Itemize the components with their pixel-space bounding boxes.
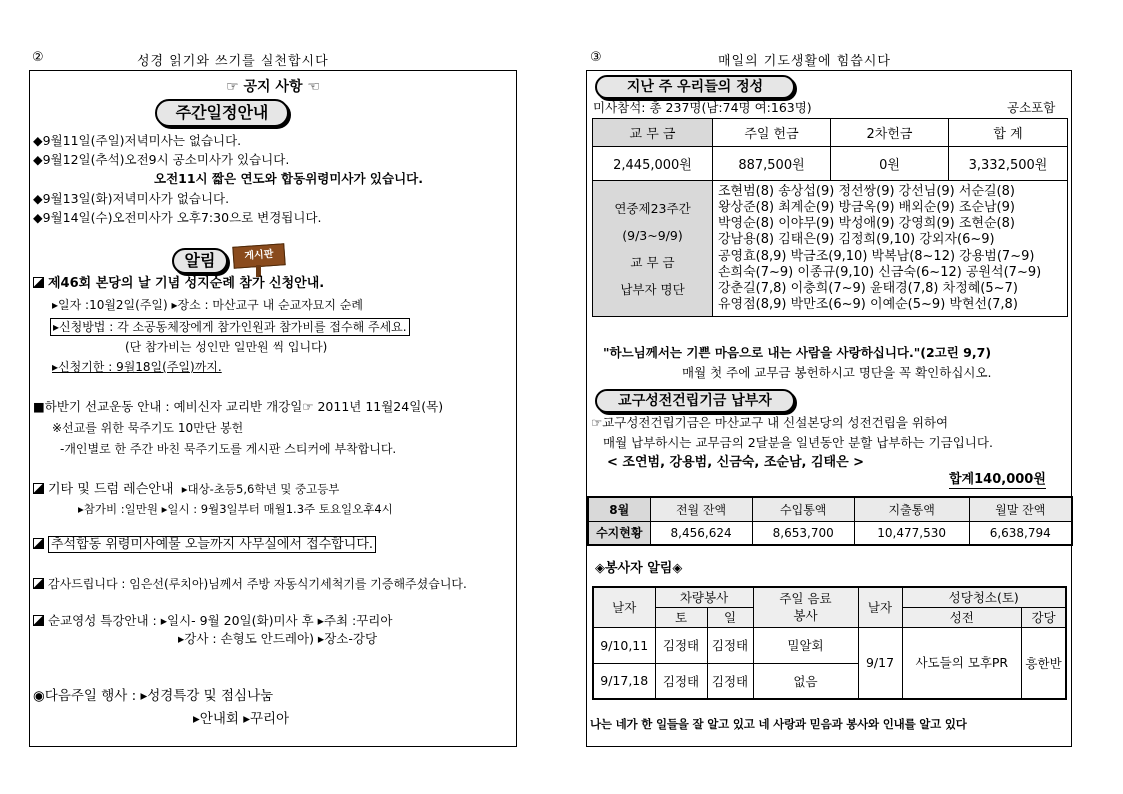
finance-value: 8,653,700 (752, 521, 854, 545)
fund-line2: 매월 납부하시는 교무금의 2달분을 일년동안 분할 납부하는 기금입니다. (603, 435, 993, 450)
attendance: 미사참석: 총 237명(남:74명 여:163명) (593, 100, 812, 115)
offering-title: 지난 주 우리들의 정성 (595, 75, 795, 99)
fund-total: 합계140,000원 (949, 472, 1046, 487)
martyr-title (33, 613, 392, 629)
attendance-note: 공소포함 (1007, 100, 1056, 115)
martyr-line1: 순교영성 특강안내 : ▸일시- 9월 20일(화)미사 후 ▸주최 :꾸리아 (48, 613, 393, 628)
vol-row-sun: 김정태 (707, 627, 753, 663)
finance-value: 10,477,530 (854, 521, 969, 545)
schedule-line: ◆9월12일(추석)오전9시 공소미사가 있습니다. (33, 152, 290, 167)
vol-header-date: 날자 (593, 587, 655, 627)
alim-title: 알림 (172, 248, 228, 274)
left-page-number: ② (32, 50, 44, 65)
drum-target: ▸대상-초등5,6학년 및 중고등부 (181, 482, 340, 496)
schedule-title: 주간일정안내 (155, 99, 289, 127)
vol-clean-hall: 흥한반 (1022, 627, 1066, 699)
offering-value: 887,500원 (713, 147, 831, 181)
finance-table (587, 496, 1073, 546)
left-panel (29, 70, 517, 747)
finance-value: 6,638,794 (969, 521, 1072, 545)
drum-line: ▸참가비 :일만원 ▸일시 : 9월3일부터 매월1.3주 토요일오후4시 (78, 502, 393, 516)
finance-header: 전월 잔액 (650, 497, 752, 521)
schedule-line: ◆9월14일(수)오전미사가 오후7:30으로 변경됩니다. (33, 210, 322, 225)
finance-header: 월말 잔액 (969, 497, 1072, 521)
board-sign-text: 게시판 (244, 249, 274, 262)
chuseok-notice (33, 537, 376, 553)
mission-line: ※선교를 위한 묵주기도 10만단 봉헌 (52, 421, 244, 435)
roster-line: 조현범(8) 송상섭(9) 정선쌍(9) 강선님(9) 서순길(8) (718, 183, 1015, 199)
offering-value: 0원 (831, 147, 949, 181)
mission-line: -개인별로 한 주간 바친 묵주기도를 게시판 스티커에 부착합니다. (60, 442, 397, 456)
right-page-number: ③ (590, 50, 602, 65)
pilgrim-title-text: 제46회 본당의 날 기념 성지순례 참가 신청안내. (48, 276, 325, 291)
left-header: 성경 읽기와 쓰기를 실천합시다 (137, 54, 329, 69)
roster-names (713, 181, 1068, 317)
finance-header: 수입통액 (752, 497, 854, 521)
offering-value: 2,445,000원 (593, 147, 713, 181)
fund-names: < 조연범, 강용범, 신금숙, 조순남, 김태은 > (607, 455, 865, 470)
next-week-title: ◉다음주일 행사 : ▸성경특강 및 점심나눔 (33, 688, 274, 704)
vol-header-clean: 성당청소(토) (902, 587, 1066, 607)
pilgrim-date: ▸일자 :10월2일(주일) ▸장소 : 마산교구 내 순교자묘지 순례 (52, 298, 363, 312)
thanks-text: 감사드립니다 : 임은선(루치아)님께서 주방 자동식기세척기를 기증해주셨습니다. (48, 577, 467, 591)
drum-title (33, 481, 339, 498)
thanks-notice (33, 576, 467, 592)
checkbox-icon (33, 578, 44, 589)
roster-line: 손희숙(7~9) 이종규(9,10) 신금숙(6~12) 공원석(7~9) (718, 264, 1042, 280)
checkbox-icon (33, 538, 44, 549)
offering-header: 교 무 금 (593, 119, 713, 147)
roster-line: 유영점(8,9) 박만조(6~9) 이예순(5~9) 박현선(7,8) (718, 297, 1018, 313)
volunteer-table (592, 586, 1067, 700)
vol-header-car: 차량봉사 (655, 587, 753, 607)
vol-header-sun: 일 (707, 607, 753, 627)
drum-title-text: 기타 및 드럼 레슨안내 (48, 482, 174, 497)
roster-label-line: (9/3~9/9) (622, 227, 683, 243)
vol-row-date: 9/10,11 (593, 627, 655, 663)
vol-row-sun: 김정태 (707, 663, 753, 699)
roster-line: 강남용(8) 김태은(9) 김정희(9,10) 강외자(6~9) (718, 232, 995, 248)
pilgrim-deadline: ▸신청기한 : 9월18일(주일)까지. (52, 360, 222, 374)
finance-label: 수지현황 (588, 521, 650, 545)
checkbox-icon (33, 277, 44, 288)
vol-header-sat: 토 (655, 607, 707, 627)
offering-header: 합 계 (949, 119, 1068, 147)
notice-title: ☞ 공지 사항 ☜ (226, 79, 320, 95)
vol-header-hall: 강당 (1022, 607, 1066, 627)
vol-row-drink: 없음 (753, 663, 858, 699)
pilgrim-method: ▸신청방법 : 각 소공동체장에게 참가인원과 참가비를 접수해 주세요. (50, 318, 410, 336)
vol-header-drink: 주일 음료봉사 (753, 587, 858, 627)
pilgrim-title (33, 276, 324, 292)
finance-month: 8월 (588, 497, 650, 521)
quote-note: 매월 첫 주에 교무금 봉헌하시고 명단을 꼭 확인하십시오. (682, 365, 992, 380)
quote: "하느님께서는 기쁜 마음으로 내는 사람을 사랑하십니다."(2고린 9,7) (603, 345, 992, 360)
vol-header-church: 성전 (902, 607, 1022, 627)
pilgrim-fee: (단 참가비는 성인만 일만원 씩 입니다) (125, 340, 328, 354)
vol-clean-church: 사도들의 모후PR (902, 627, 1022, 699)
vol-row-sat: 김정태 (655, 663, 707, 699)
schedule-line: ◆9월11일(주일)저녁미사는 없습니다. (33, 133, 242, 148)
vol-header-date2: 날자 (858, 587, 902, 627)
roster-label (593, 181, 713, 317)
roster-line: 강춘길(7,8) 이충희(7~9) 윤태경(7,8) 차정혜(5~7) (718, 280, 1018, 296)
next-week-line2: ▸안내회 ▸꾸리아 (193, 711, 290, 727)
fund-line1: ☞교구성전건립기금은 마산교구 내 신설본당의 성전건립을 위하여 (591, 415, 949, 430)
martyr-line2: ▸강사 : 손형도 안드레아) ▸장소-강당 (178, 631, 378, 646)
finance-header: 지출통액 (854, 497, 969, 521)
mission-title: ■하반기 선교운동 안내 : 예비신자 교리반 개강일☞ 2011년 11월24일(목) (33, 399, 444, 414)
schedule-line: ◆9월13일(화)저녁미사가 없습니다. (33, 191, 230, 206)
footer-verse: 나는 네가 한 일들을 잘 알고 있고 네 사랑과 믿음과 봉사와 인내를 알고 있다 (590, 717, 967, 731)
vol-row-date: 9/17,18 (593, 663, 655, 699)
offering-table (592, 118, 1068, 317)
right-panel (586, 70, 1072, 747)
right-header: 매일의 기도생활에 힘씁시다 (718, 54, 891, 69)
roster-line: 공영효(8,9) 박금조(9,10) 박복남(8~12) 강용범(7~9) (718, 248, 1035, 264)
schedule-line: 오전11시 짧은 연도와 합동위령미사가 있습니다. (154, 171, 423, 186)
roster-line: 왕상준(8) 최계순(9) 방금옥(9) 배외순(9) 조순남(9) (718, 199, 1015, 215)
offering-header: 2차헌금 (831, 119, 949, 147)
roster-label-line: 교 무 금 (630, 254, 675, 270)
vol-clean-date: 9/17 (858, 627, 902, 699)
roster-label-line: 납부자 명단 (620, 281, 685, 297)
offering-header: 주일 헌금 (713, 119, 831, 147)
fund-title: 교구성전건립기금 납부자 (595, 389, 795, 413)
checkbox-icon (33, 483, 44, 494)
vol-row-sat: 김정태 (655, 627, 707, 663)
roster-line: 박영순(8) 이야무(9) 박성애(9) 강영희(9) 조현순(8) (718, 216, 1015, 232)
roster-label-line: 연중제23주간 (614, 200, 691, 216)
volunteer-title: ◈봉사자 알림◈ (595, 561, 683, 576)
chuseok-text: 추석합동 위령미사예물 오늘까지 사무실에서 접수합니다. (48, 536, 376, 553)
finance-value: 8,456,624 (650, 521, 752, 545)
vol-row-drink: 밀알회 (753, 627, 858, 663)
checkbox-icon (33, 615, 44, 626)
offering-value: 3,332,500원 (949, 147, 1068, 181)
